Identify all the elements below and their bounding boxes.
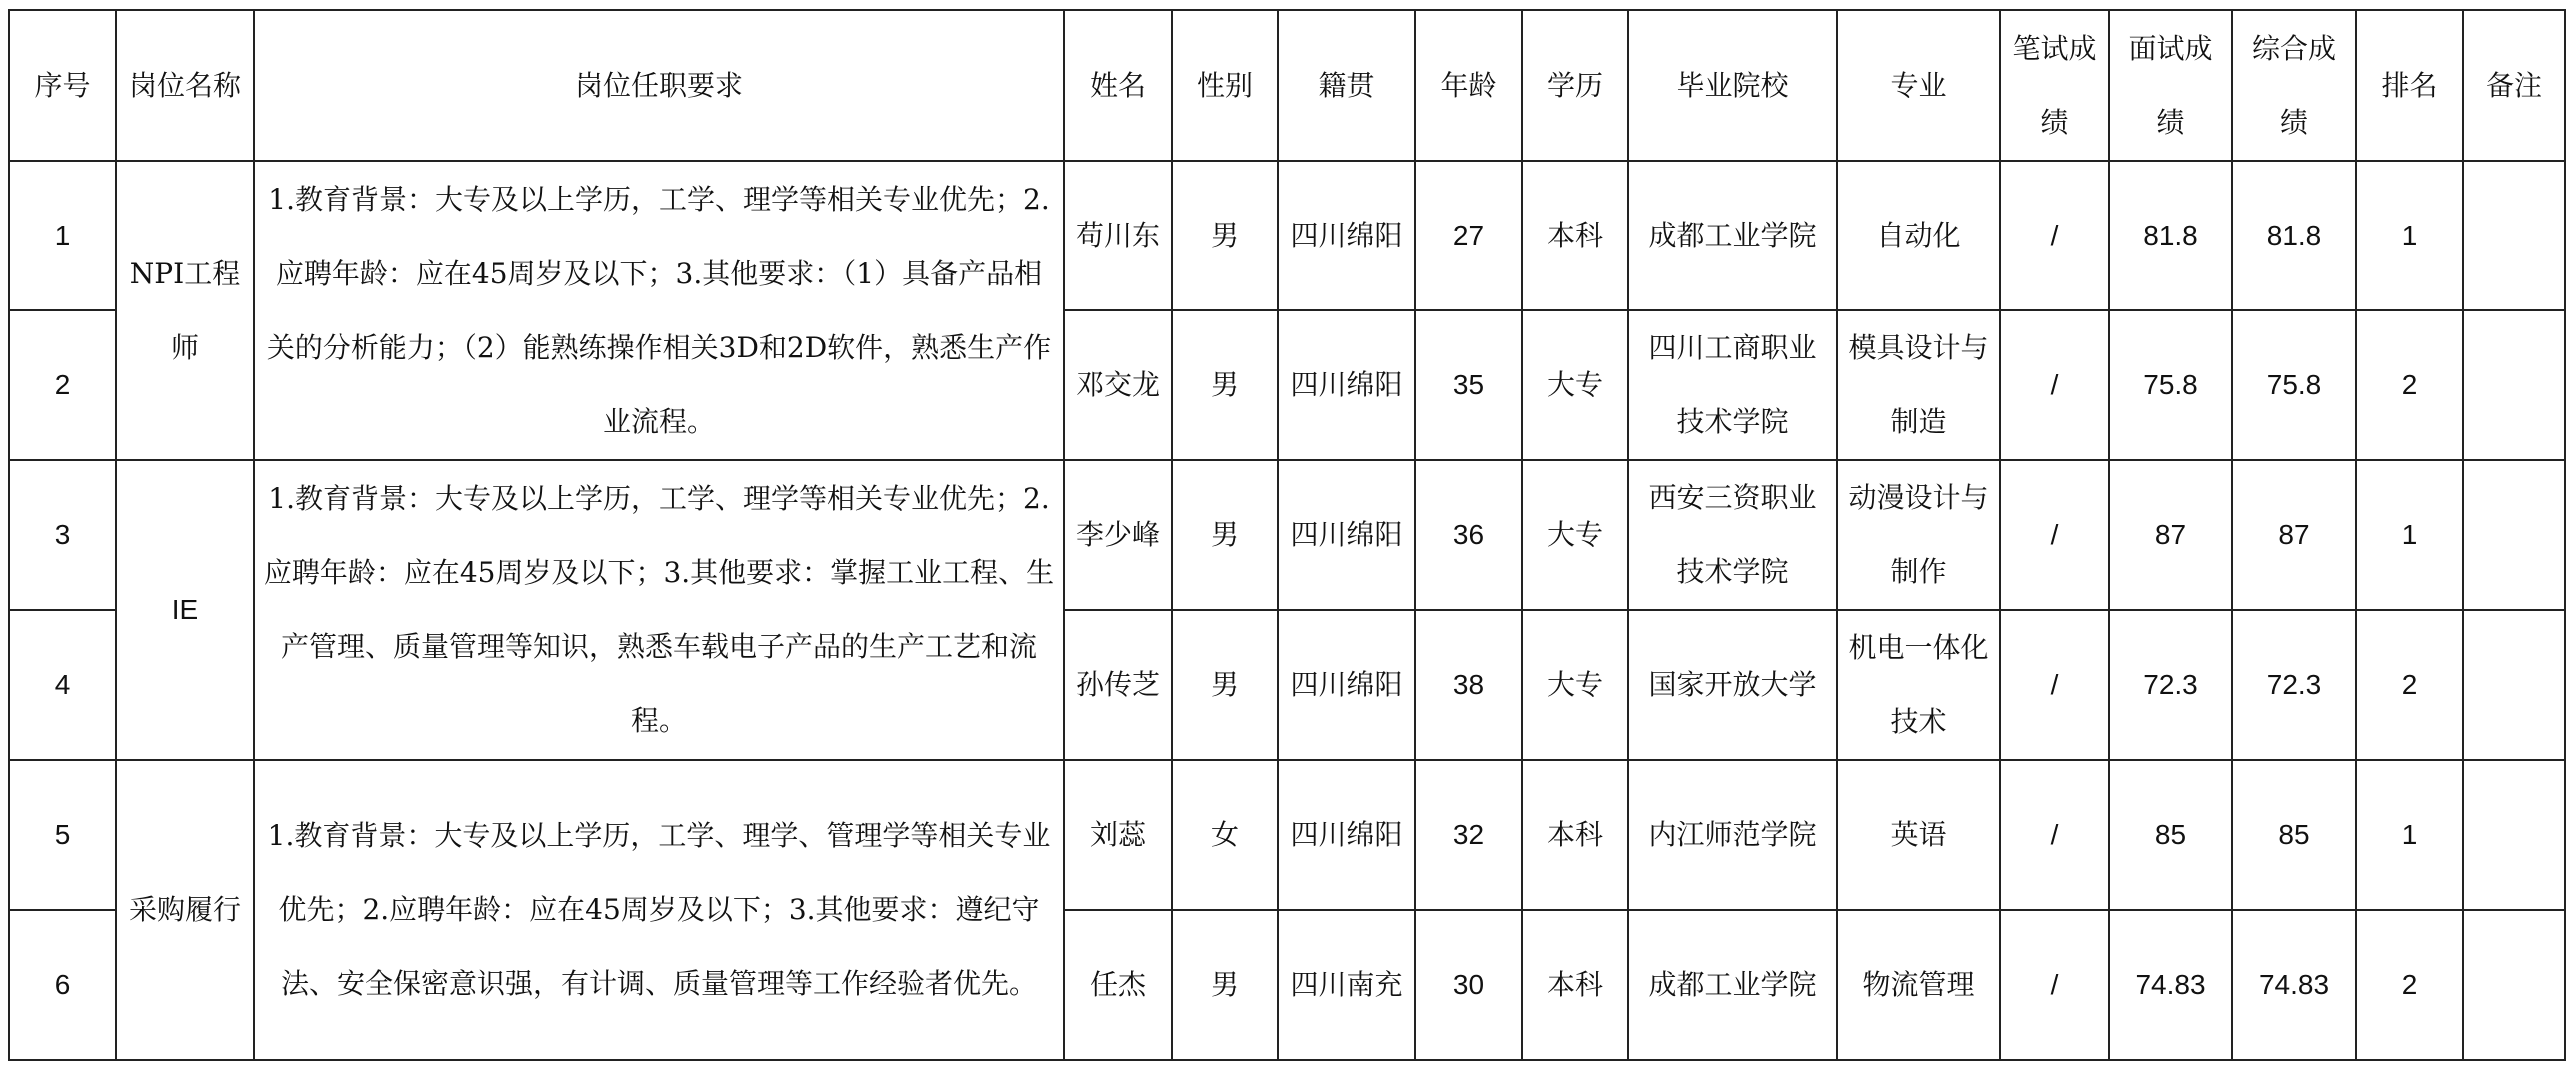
interview-score: 81.8 bbox=[2109, 161, 2232, 310]
row-number: 1 bbox=[9, 161, 116, 310]
header-cell: 排名 bbox=[2356, 10, 2463, 161]
candidate-education: 大专 bbox=[1522, 310, 1628, 460]
total-score: 72.3 bbox=[2232, 610, 2356, 760]
row-number: 2 bbox=[9, 310, 116, 460]
total-score: 81.8 bbox=[2232, 161, 2356, 310]
header-row bbox=[9, 10, 2565, 161]
header-cell: 综合成绩 bbox=[2232, 10, 2356, 161]
header-cell: 姓名 bbox=[1064, 10, 1172, 161]
written-score: / bbox=[2000, 161, 2109, 310]
header-cell: 毕业院校 bbox=[1628, 10, 1837, 161]
header-cell: 年龄 bbox=[1415, 10, 1522, 161]
note bbox=[2463, 610, 2565, 760]
candidate-education: 本科 bbox=[1522, 910, 1628, 1060]
candidate-school: 成都工业学院 bbox=[1628, 161, 1837, 310]
candidate-age: 32 bbox=[1415, 760, 1522, 910]
header-cell: 岗位名称 bbox=[116, 10, 254, 161]
table-row bbox=[9, 760, 2565, 910]
candidate-major: 英语 bbox=[1837, 760, 2000, 910]
header-cell: 籍贯 bbox=[1278, 10, 1415, 161]
rank: 1 bbox=[2356, 460, 2463, 610]
interview-score: 87 bbox=[2109, 460, 2232, 610]
candidate-school: 西安三资职业技术学院 bbox=[1628, 460, 1837, 610]
header-cell: 专业 bbox=[1837, 10, 2000, 161]
candidate-origin: 四川绵阳 bbox=[1278, 161, 1415, 310]
note bbox=[2463, 460, 2565, 610]
header-cell: 岗位任职要求 bbox=[254, 10, 1064, 161]
header-cell: 序号 bbox=[9, 10, 116, 161]
candidate-major: 模具设计与制造 bbox=[1837, 310, 2000, 460]
position-name: NPI工程师 bbox=[116, 161, 254, 460]
table-row bbox=[9, 460, 2565, 610]
position-name: IE bbox=[116, 460, 254, 760]
candidate-major: 物流管理 bbox=[1837, 910, 2000, 1060]
table-row bbox=[9, 161, 2565, 310]
candidate-name: 任杰 bbox=[1064, 910, 1172, 1060]
candidate-origin: 四川南充 bbox=[1278, 910, 1415, 1060]
written-score: / bbox=[2000, 910, 2109, 1060]
candidate-education: 大专 bbox=[1522, 460, 1628, 610]
candidate-origin: 四川绵阳 bbox=[1278, 460, 1415, 610]
candidate-gender: 男 bbox=[1172, 610, 1278, 760]
candidate-age: 36 bbox=[1415, 460, 1522, 610]
rank: 2 bbox=[2356, 310, 2463, 460]
total-score: 87 bbox=[2232, 460, 2356, 610]
header-cell: 备注 bbox=[2463, 10, 2565, 161]
candidate-name: 李少峰 bbox=[1064, 460, 1172, 610]
row-number: 4 bbox=[9, 610, 116, 760]
interview-score: 74.83 bbox=[2109, 910, 2232, 1060]
position-name: 采购履行 bbox=[116, 760, 254, 1060]
rank: 2 bbox=[2356, 610, 2463, 760]
candidate-school: 国家开放大学 bbox=[1628, 610, 1837, 760]
written-score: / bbox=[2000, 760, 2109, 910]
total-score: 85 bbox=[2232, 760, 2356, 910]
interview-score: 72.3 bbox=[2109, 610, 2232, 760]
written-score: / bbox=[2000, 460, 2109, 610]
position-requirements: 1.教育背景：大专及以上学历，工学、理学、管理学等相关专业优先；2.应聘年龄：应在45周岁及以下；3.其他要求：遵纪守法、安全保密意识强，有计调、质量管理等工作经验者优先。 bbox=[254, 760, 1064, 1060]
written-score: / bbox=[2000, 310, 2109, 460]
candidate-gender: 男 bbox=[1172, 910, 1278, 1060]
position-requirements: 1.教育背景：大专及以上学历，工学、理学等相关专业优先；2.应聘年龄：应在45周岁及以下；3.其他要求：掌握工业工程、生产管理、质量管理等知识，熟悉车载电子产品的生产工艺和流程。 bbox=[254, 460, 1064, 760]
row-number: 6 bbox=[9, 910, 116, 1060]
candidate-education: 大专 bbox=[1522, 610, 1628, 760]
candidate-gender: 男 bbox=[1172, 460, 1278, 610]
total-score: 75.8 bbox=[2232, 310, 2356, 460]
candidate-origin: 四川绵阳 bbox=[1278, 310, 1415, 460]
note bbox=[2463, 161, 2565, 310]
candidate-name: 刘蕊 bbox=[1064, 760, 1172, 910]
written-score: / bbox=[2000, 610, 2109, 760]
candidate-name: 孙传芝 bbox=[1064, 610, 1172, 760]
candidate-gender: 男 bbox=[1172, 310, 1278, 460]
row-number: 5 bbox=[9, 760, 116, 910]
note bbox=[2463, 760, 2565, 910]
rank: 2 bbox=[2356, 910, 2463, 1060]
results-table bbox=[8, 9, 2566, 1061]
rank: 1 bbox=[2356, 760, 2463, 910]
header-cell: 笔试成绩 bbox=[2000, 10, 2109, 161]
position-requirements: 1.教育背景：大专及以上学历，工学、理学等相关专业优先；2.应聘年龄：应在45周岁及以下；3.其他要求：（1）具备产品相关的分析能力；（2）能熟练操作相关3D和2D软件，熟悉生产作业流程。 bbox=[254, 161, 1064, 460]
rank: 1 bbox=[2356, 161, 2463, 310]
candidate-education: 本科 bbox=[1522, 161, 1628, 310]
note bbox=[2463, 310, 2565, 460]
interview-score: 85 bbox=[2109, 760, 2232, 910]
candidate-school: 四川工商职业技术学院 bbox=[1628, 310, 1837, 460]
candidate-origin: 四川绵阳 bbox=[1278, 610, 1415, 760]
candidate-name: 苟川东 bbox=[1064, 161, 1172, 310]
header-cell: 学历 bbox=[1522, 10, 1628, 161]
interview-score: 75.8 bbox=[2109, 310, 2232, 460]
candidate-age: 30 bbox=[1415, 910, 1522, 1060]
row-number: 3 bbox=[9, 460, 116, 610]
candidate-school: 内江师范学院 bbox=[1628, 760, 1837, 910]
candidate-age: 38 bbox=[1415, 610, 1522, 760]
candidate-gender: 男 bbox=[1172, 161, 1278, 310]
header-cell: 性别 bbox=[1172, 10, 1278, 161]
candidate-major: 机电一体化技术 bbox=[1837, 610, 2000, 760]
candidate-school: 成都工业学院 bbox=[1628, 910, 1837, 1060]
candidate-age: 35 bbox=[1415, 310, 1522, 460]
candidate-gender: 女 bbox=[1172, 760, 1278, 910]
candidate-major: 自动化 bbox=[1837, 161, 2000, 310]
candidate-age: 27 bbox=[1415, 161, 1522, 310]
header-cell: 面试成绩 bbox=[2109, 10, 2232, 161]
total-score: 74.83 bbox=[2232, 910, 2356, 1060]
note bbox=[2463, 910, 2565, 1060]
candidate-name: 邓交龙 bbox=[1064, 310, 1172, 460]
candidate-major: 动漫设计与制作 bbox=[1837, 460, 2000, 610]
candidate-origin: 四川绵阳 bbox=[1278, 760, 1415, 910]
candidate-education: 本科 bbox=[1522, 760, 1628, 910]
